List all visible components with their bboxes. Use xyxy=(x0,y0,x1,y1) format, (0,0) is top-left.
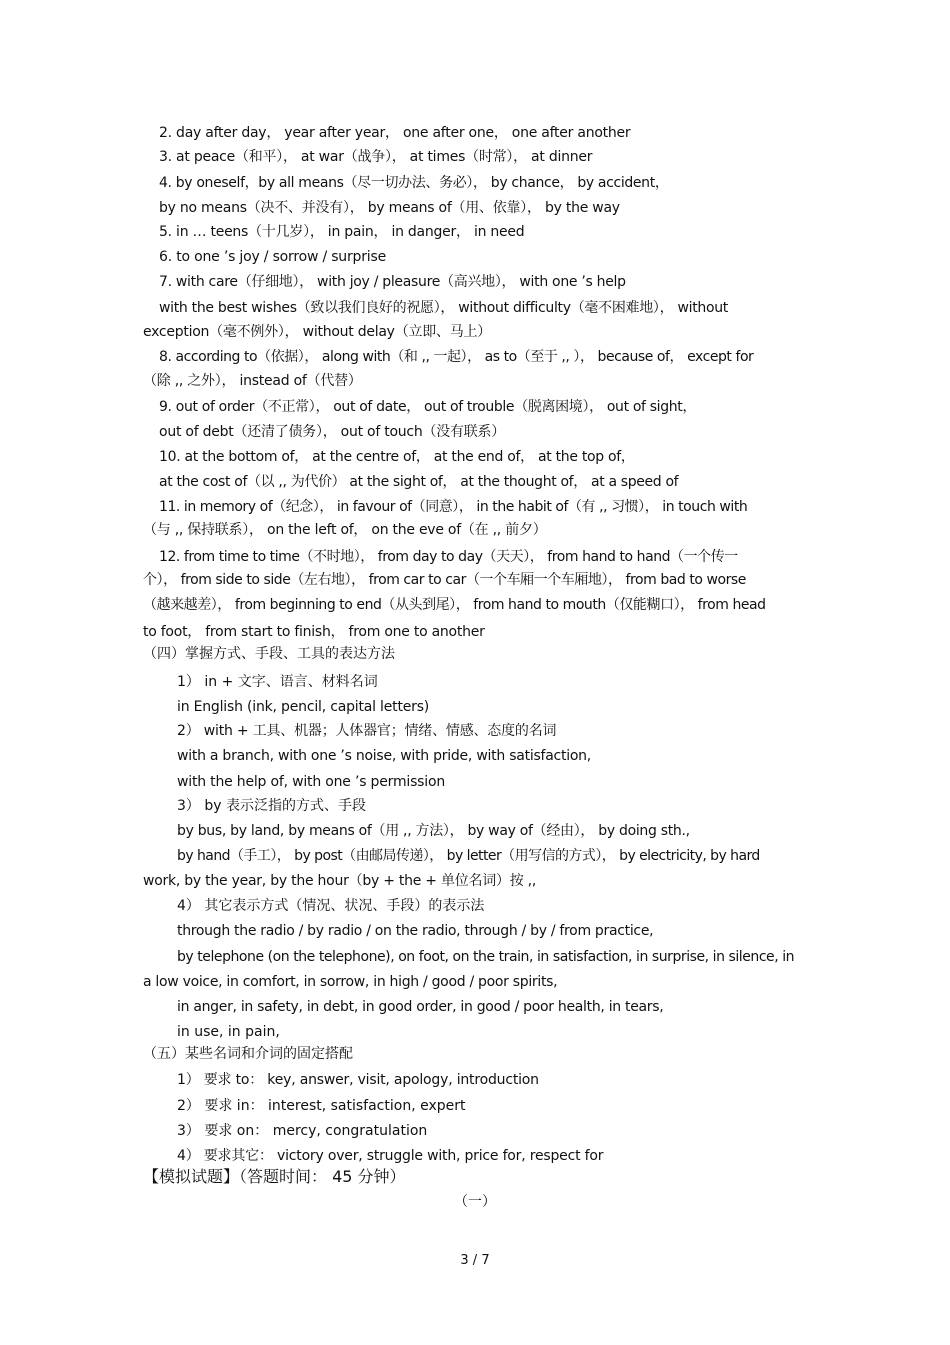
text-line: 4） 其它表示方式（情况、状况、手段）的表示法 xyxy=(177,898,485,914)
text-line: 6. to one ’s joy / sorrow / surprise xyxy=(159,249,386,265)
text-line: with a branch, with one ’s noise, with pride, with satisfaction, xyxy=(177,748,591,764)
text-line: 个）， from side to side（左右地）， from car to car（一个车厢一个车厢地）， from bad to worse xyxy=(143,572,746,588)
text-line: （除 ,, 之外）， instead of（代替） xyxy=(143,373,362,389)
text-line: 10. at the bottom of， at the centre of， at the end of， at the top of， xyxy=(159,449,635,465)
text-line: （越来越差）， from beginning to end（从头到尾）， from hand to mouth（仅能糊口）， from head xyxy=(143,597,766,613)
text-line: 11. in memory of（纪念）， in favour of（同意）， in the habit of（有 ,, 习惯）， in touch with xyxy=(159,499,748,515)
text-line: through the radio / by radio / on the radio, through / by / from practice, xyxy=(177,923,654,939)
text-line: 7. with care（仔细地）， with joy / pleasure（高兴地）， with one ’s help xyxy=(159,274,626,290)
text-line: 9. out of order（不正常）， out of date， out of trouble（脱离困境）， out of sight， xyxy=(159,399,697,415)
text-line: 1） in + 文字、语言、材料名词 xyxy=(177,674,378,690)
text-line: out of debt（还清了债务）， out of touch（没有联系） xyxy=(159,424,505,440)
text-line: by hand（手工）， by post（由邮局传递）， by letter（用写信的方式）， by electricity, by hard xyxy=(177,848,760,864)
text-line: a low voice, in comfort, in sorrow, in high / good / poor spirits, xyxy=(143,974,558,990)
text-line: 4） 要求其它： victory over, struggle with, price for, respect for xyxy=(177,1148,604,1164)
text-line: by telephone (on the telephone), on foot, on the train, in satisfaction, in surprise, in silence, in xyxy=(177,949,795,965)
text-line: 3. at peace（和平）， at war（战争）， at times（时常）， at dinner xyxy=(159,149,593,165)
text-line: with the help of, with one ’s permission xyxy=(177,774,445,790)
section-heading: （五）某些名词和介词的固定搭配 xyxy=(143,1046,353,1062)
text-line: exception（毫不例外）， without delay（立即、马上） xyxy=(143,324,491,340)
text-line: （与 ,, 保持联系）， on the left of， on the eve of（在 ,, 前夕） xyxy=(143,522,547,538)
text-line: 2） 要求 in： interest, satisfaction, expert xyxy=(177,1098,466,1114)
exam-heading: 【模拟试题】（答题时间： 45 分钟） xyxy=(143,1167,406,1186)
text-line: in English (ink, pencil, capital letters) xyxy=(177,699,430,715)
section-heading: （四）掌握方式、手段、工具的表达方法 xyxy=(143,646,395,662)
text-line: 2） with + 工具、机器；人体器官；情绪、情感、态度的名词 xyxy=(177,723,557,739)
text-line: to foot， from start to finish， from one to another xyxy=(143,624,485,640)
text-line: 3） by 表示泛指的方式、手段 xyxy=(177,798,366,814)
page-number: 3 / 7 xyxy=(460,1253,490,1268)
text-line: 4. by oneself，by all means（尽一切办法、务必）， by chance， by accident， xyxy=(159,175,669,191)
text-line: by bus, by land, by means of（用 ,, 方法）， by way of（经由）， by doing sth., xyxy=(177,823,690,839)
text-line: work, by the year, by the hour（by + the + 单位名词）按 ,, xyxy=(143,873,537,889)
text-line: by no means（决不、并没有）， by means of（用、依靠）， by the way xyxy=(159,200,620,216)
text-line: with the best wishes（致以我们良好的祝愿）， without difficulty（毫不困难地）， without xyxy=(159,300,728,316)
text-line: 8. according to（依据）， along with（和 ,, 一起）， as to（至于 ,, ）， because of， except for xyxy=(159,349,754,365)
text-line: 5. in … teens（十几岁）， in pain， in danger， in need xyxy=(159,224,525,240)
text-line: 1） 要求 to： key, answer, visit, apology, introduction xyxy=(177,1072,539,1088)
text-line: in use, in pain, xyxy=(177,1024,280,1040)
text-line: 12. from time to time（不时地）， from day to day（天天）， from hand to hand（一个传一 xyxy=(159,549,738,565)
text-line: 3） 要求 on： mercy, congratulation xyxy=(177,1123,428,1139)
text-line: 2. day after day， year after year， one after one， one after another xyxy=(159,125,631,141)
text-line: at the cost of（以 ,, 为代价） at the sight of， at the thought of， at a speed of xyxy=(159,474,679,490)
text-line: in anger, in safety, in debt, in good order, in good / poor health, in tears, xyxy=(177,999,664,1015)
part-label: （一） xyxy=(454,1194,496,1210)
